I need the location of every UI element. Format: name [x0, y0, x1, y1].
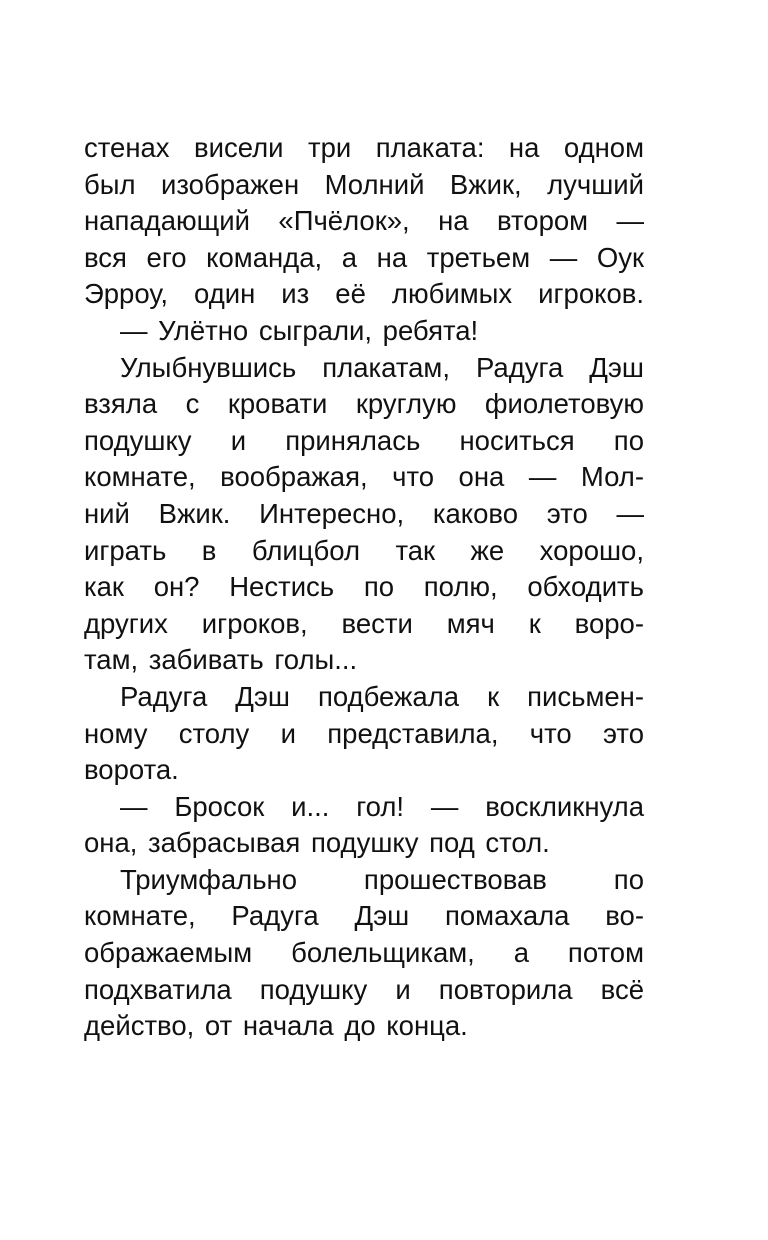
text-line: подхватила подушку и повторила всё: [84, 973, 644, 1005]
text-line: вся его команда, а на третьем — Оук: [84, 241, 644, 273]
text-line: Улыбнувшись плакатам, Радуга Дэш: [120, 351, 644, 383]
paragraph-5: [84, 789, 644, 862]
paragraph-4: [84, 679, 644, 789]
text-line: ображаемым болельщикам, а потом: [84, 937, 644, 969]
text-line: стенах висели три плаката: на одном: [84, 132, 644, 163]
text-line: — Бросок и... гол! — воскликнула: [120, 790, 644, 822]
text-line: взяла с кровати круглую фиолетовую: [84, 388, 644, 420]
text-line: других игроков, вести мяч к воро-: [84, 607, 644, 639]
text-line: подушку и принялась носиться по: [84, 424, 644, 456]
text-line: комнате, воображая, что она — Мол-: [84, 461, 644, 493]
paragraph-2: [84, 313, 644, 350]
text-line: там, забивать голы...: [84, 644, 358, 676]
text-line: ворота.: [84, 754, 179, 786]
text-line: она, забрасывая подушку под стол.: [84, 827, 550, 859]
paragraph-3: [84, 350, 644, 679]
text-line: — Улётно сыграли, ребята!: [120, 314, 479, 346]
text-line: действо, от начала до конца.: [84, 1010, 468, 1042]
text-line: Радуга Дэш подбежала к письмен-: [120, 680, 644, 712]
text-line: Триумфально прошествовав по: [120, 863, 644, 895]
text-line: как он? Нестись по полю, обходить: [84, 571, 644, 603]
text-line: ному столу и представила, что это: [84, 717, 644, 749]
text-line: нападающий «Пчёлок», на втором —: [84, 205, 644, 237]
paragraph-6: [84, 862, 644, 1045]
text-line: комнате, Радуга Дэш помахала во-: [84, 900, 644, 932]
paragraph-1: [84, 130, 644, 313]
book-page: [84, 130, 644, 1045]
text-line: Эрроу, один из её любимых игроков.: [84, 278, 644, 310]
text-line: ний Вжик. Интересно, каково это —: [84, 497, 644, 529]
text-line: был изображен Молний Вжик, лучший: [84, 168, 644, 200]
text-line: играть в блицбол так же хорошо,: [84, 534, 644, 566]
